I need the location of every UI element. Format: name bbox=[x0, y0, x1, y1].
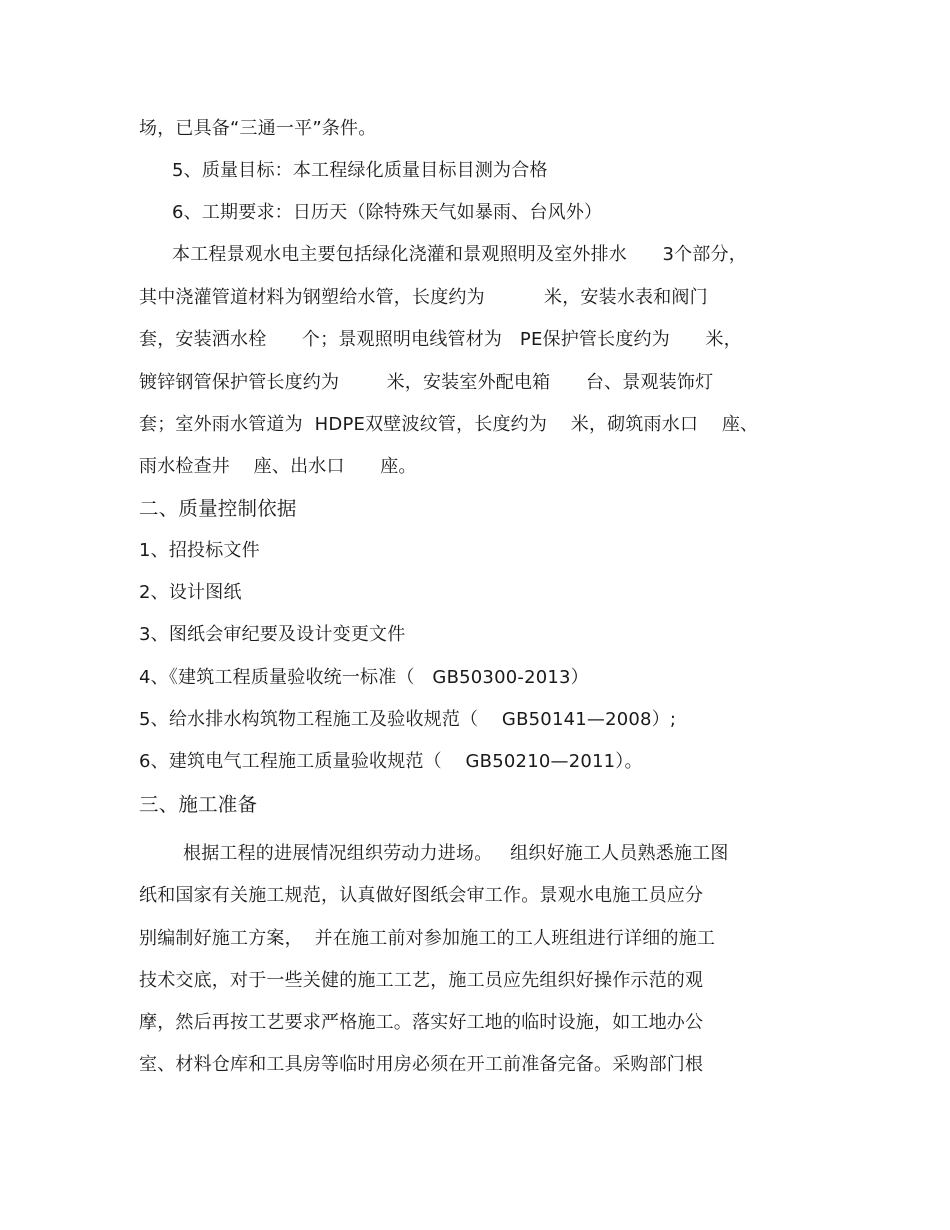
text-line-scope: 本工程景观水电主要包括绿化浇灌和景观照明及室外排水 3个部分， bbox=[172, 244, 747, 265]
list-item-standard-gb50141: 5、给水排水构筑物工程施工及验收规范（ GB50141—2008）; bbox=[139, 709, 677, 730]
paragraph-line-3: 别编制好施工方案， 并在施工前对参加施工的工人班组进行详细的施工 bbox=[139, 928, 716, 949]
section-heading-preparation: 三、施工准备 bbox=[139, 793, 258, 816]
paragraph-line-1: 根据工程的进展情况组织劳动力进场。 组织好施工人员熟悉施工图 bbox=[183, 843, 729, 864]
text-line-quality-target: 5、质量目标：本工程绿化质量目标目测为合格 bbox=[172, 160, 548, 181]
text-line-rainwater: 套；室外雨水管道为 HDPE双壁波纹管，长度约为 米，砌筑雨水口 座、 bbox=[139, 414, 759, 435]
list-item-bidding: 1、招投标文件 bbox=[139, 540, 260, 561]
section-heading-quality-basis: 二、质量控制依据 bbox=[139, 497, 297, 520]
paragraph-line-6: 室、材料仓库和工具房等临时用房必须在开工前准备完备。采购部门根 bbox=[139, 1054, 704, 1075]
text-line-schedule: 6、工期要求：日历天（除特殊天气如暴雨、台风外） bbox=[172, 202, 603, 223]
paragraph-line-4: 技术交底，对于一些关健的施工工艺，施工员应先组织好操作示范的观 bbox=[139, 970, 704, 991]
text-line-irrigation: 其中浇灌管道材料为钢塑给水管，长度约为 米，安装水表和阀门 bbox=[139, 287, 708, 308]
paragraph-line-5: 摩，然后再按工艺要求严格施工。落实好工地的临时设施，如工地办公 bbox=[139, 1012, 704, 1033]
text-line-inspection-well: 雨水检查井 座、出水口 座。 bbox=[139, 456, 417, 477]
list-item-standard-gb50300: 4、《建筑工程质量验收统一标准（ GB50300-2013） bbox=[139, 667, 589, 688]
text-line-site-condition: 场，已具备“三通一平”条件。 bbox=[139, 118, 377, 139]
paragraph-line-2: 纸和国家有关施工规范，认真做好图纸会审工作。景观水电施工员应分 bbox=[139, 885, 704, 906]
text-line-sprinkler: 套，安装洒水栓 个；景观照明电线管材为 PE保护管长度约为 米， bbox=[139, 329, 742, 350]
text-line-steel-pipe: 镀锌钢管保护管长度约为 米，安装室外配电箱 台、景观装饰灯 bbox=[139, 372, 714, 393]
list-item-drawings: 2、设计图纸 bbox=[139, 582, 242, 603]
list-item-review: 3、图纸会审纪要及设计变更文件 bbox=[139, 624, 406, 645]
list-item-standard-gb50210: 6、建筑电气工程施工质量验收规范（ GB50210—2011）。 bbox=[139, 751, 643, 772]
